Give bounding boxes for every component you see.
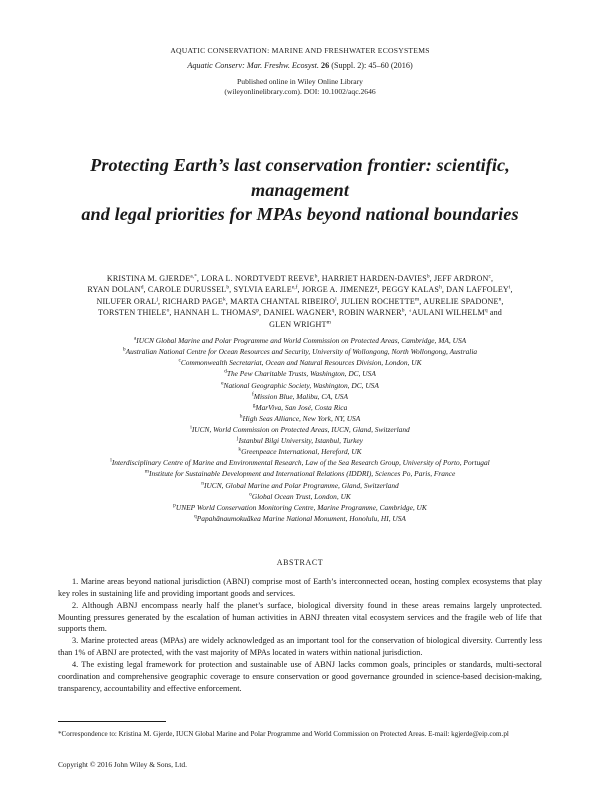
abstract-paragraph: 2. Although ABNJ encompass nearly half the planet’s surface, biological diversity found in these areas remains largely unprotected. Mounting pressures generated by the escalation of human activities in ABNJ threaten vital ecosystem services and the fragile web of life that supports them. (58, 600, 542, 634)
author-name: , LORA L. NORDTVEDT REEVE (196, 273, 315, 283)
author-line (58, 319, 542, 330)
title-block (58, 153, 542, 227)
author-name: , HANNAH L. THOMAS (169, 308, 257, 318)
affiliation-text: Papahānaumokuākea Marine National Monument, Honolulu, HI, USA (196, 513, 406, 523)
journal-name: AQUATIC CONSERVATION: MARINE AND FRESHWATER ECOSYSTEMS (170, 46, 430, 55)
affiliation-item (58, 368, 542, 379)
affiliation-marker: p (173, 502, 176, 509)
author-name: , ʻAULANI WILHELM (404, 308, 485, 318)
author-name: RYAN DOLAN (87, 285, 141, 295)
author-name: , (490, 273, 494, 283)
affiliation-item (58, 402, 542, 413)
correspondence-text: *Correspondence to: Kristina M. Gjerde, IUCN Global Marine and Polar Programme and World Commission on Protected Areas. E-mail: kgjerde@eip.com.pl (58, 729, 509, 738)
affiliation-text: Istanbul Bilgi University, Istanbul, Turkey (238, 436, 363, 446)
author-affiliation-marker: a,* (190, 273, 197, 280)
affiliation-marker: m (144, 468, 149, 475)
affiliation-text: National Geographic Society, Washington, DC, USA (223, 380, 379, 390)
affiliation-text: Interdisciplinary Centre of Marine and Environmental Research, Law of the Sea Research Group, University of Porto, Portugal (111, 458, 490, 468)
author-affiliation-marker: b (401, 307, 405, 314)
author-affiliation-marker: b (314, 273, 318, 280)
author-affiliation-marker: b (226, 284, 230, 291)
affiliation-text: IUCN Global Marine and Polar Programme and World Commission on Protected Areas, Cambridge, MA, USA (136, 336, 467, 346)
affiliation-item (58, 480, 542, 491)
author-affiliation-marker: e,f (291, 284, 298, 291)
author-affiliation-marker: d (140, 284, 144, 291)
author-affiliation-marker: p (256, 307, 259, 314)
affiliation-item (58, 457, 542, 468)
journal-citation-title: Aquatic Conserv: Mar. Freshw. Ecosyst. (187, 61, 319, 70)
affiliation-text: Mission Blue, Malibu, CA, USA (253, 391, 349, 401)
affiliation-item (58, 446, 542, 457)
author-affiliation-marker: m (414, 296, 420, 302)
author-line (58, 307, 542, 318)
author-name: GLEN WRIGHT (269, 319, 327, 329)
affiliation-text: IUCN, World Commission on Protected Areas, IUCN, Gland, Switzerland (191, 425, 410, 435)
author-affiliation-marker: l (335, 296, 337, 302)
author-affiliation-marker: k (223, 296, 226, 302)
author-name: , AURELIE SPADONE (419, 296, 499, 306)
affiliation-marker: a (133, 335, 137, 342)
affiliation-text: The Pew Charitable Trusts, Washington, DC, USA (226, 369, 376, 379)
affiliation-item (58, 346, 542, 357)
abstract-paragraph: 3. Marine protected areas (MPAs) are widely acknowledged as an important tool for the conservation of biological diversity. Currently less than 1% of ABNJ are protected, with the vast majority of MPAs located in waters within national jurisdiction. (58, 636, 542, 658)
affiliation-marker: n (201, 480, 204, 487)
abstract-heading: ABSTRACT (276, 558, 324, 567)
journal-volume: 26 (321, 61, 330, 70)
journal-header (58, 46, 542, 97)
author-affiliation-marker: m (326, 318, 331, 325)
author-name: KRISTINA M. GJERDE (106, 273, 191, 283)
affiliation-text: Commonwealth Secretariat, Ocean and Natural Resources Division, London, UK (180, 358, 422, 368)
affiliation-item (58, 335, 542, 346)
affiliation-item (58, 357, 542, 368)
author-name: , PEGGY KALAS (377, 285, 440, 295)
affiliation-text: High Seas Alliance, New York, NY, USA (242, 413, 361, 423)
affiliation-marker: f (251, 391, 254, 398)
affiliation-marker: l (110, 457, 112, 464)
correspondence-footnote (58, 721, 542, 739)
author-affiliation-marker: g (374, 284, 378, 291)
affiliation-marker: q (194, 513, 197, 520)
author-affiliation-marker: h (439, 284, 442, 291)
affiliation-text: IUCN, Global Marine and Polar Programme, Gland, Switzerland (203, 480, 399, 490)
journal-issue-pages: (Suppl. 2): 45–60 (2016) (331, 61, 413, 70)
author-name: , JORGE A. JIMENEZ (297, 285, 375, 295)
published-online-line1: Published online in Wiley Online Library (237, 77, 363, 86)
affiliation-text: Global Ocean Trust, London, UK (251, 491, 351, 501)
affiliation-text: Australian National Centre for Ocean Resources and Security, University of Wollongong, North Wollongong, Australia (125, 347, 478, 357)
affiliation-text: Greenpeace International, Hereford, UK (241, 447, 362, 457)
affiliation-marker: e (221, 380, 224, 387)
author-affiliation-marker: i (508, 284, 511, 291)
author-name: , (501, 296, 504, 306)
affiliation-list (58, 335, 542, 524)
author-name: , ROBIN WARNER (334, 308, 402, 318)
affiliation-item (58, 491, 542, 502)
author-affiliation-marker: q (484, 307, 488, 314)
author-name: NILUFER ORAL (96, 296, 157, 306)
affiliation-marker: h (239, 413, 243, 420)
author-name: and (487, 308, 502, 318)
author-line (58, 273, 542, 284)
author-name: , DANIEL WAGNER (258, 308, 332, 318)
published-online (58, 77, 542, 97)
affiliation-item (58, 468, 542, 479)
author-name: , JULIEN ROCHETTE (336, 296, 415, 306)
affiliation-item (58, 380, 542, 391)
abstract-body (58, 576, 542, 695)
author-line (58, 296, 542, 307)
abstract-paragraph: 4. The existing legal framework for protection and sustainable use of ABNJ lacks common goals, principles or standards, multi-sectoral coordination and comprehensive geographic coverage to ensure conservation or good governance grounded in science-based decision-making, transparency, accountability and effective enforcement. (58, 660, 542, 693)
author-affiliation-marker: b (426, 273, 430, 280)
footnote-divider (58, 721, 166, 722)
affiliation-marker: o (249, 491, 252, 498)
published-online-doi: (wileyonlinelibrary.com). DOI: 10.1002/aqc.2646 (224, 87, 376, 97)
author-name: , (510, 285, 513, 295)
page-title (58, 153, 542, 227)
author-name: , JEFF ARDRON (429, 273, 489, 283)
author-name: , CAROLE DURUSSEL (143, 285, 227, 295)
author-affiliation-marker: o (166, 307, 170, 314)
affiliation-marker: g (252, 402, 256, 409)
affiliation-marker: b (122, 346, 126, 353)
affiliation-marker: k (238, 446, 242, 453)
author-affiliation-marker: c (488, 273, 491, 280)
author-affiliation-marker: j (156, 296, 159, 302)
affiliation-item (58, 513, 542, 524)
journal-citation (58, 61, 542, 70)
affiliation-marker: c (178, 357, 181, 364)
author-name: , HARRIET HARDEN-DAVIES (317, 273, 427, 283)
author-list (58, 273, 542, 330)
affiliation-item (58, 502, 542, 513)
paper-title-line1: Protecting Earth’s last conservation frontier: scientific, management (90, 155, 510, 200)
affiliation-marker: j (237, 435, 239, 442)
affiliation-item (58, 413, 542, 424)
affiliation-text: UNEP World Conservation Monitoring Centre, Marine Programme, Cambridge, UK (175, 502, 427, 512)
affiliation-item (58, 391, 542, 402)
affiliation-text: Institute for Sustainable Development and International Relations (IDDRI), Sciences Po, Paris, France (149, 469, 456, 479)
affiliation-marker: d (224, 369, 227, 375)
paper-title-line2: and legal priorities for MPAs beyond national boundaries (81, 204, 519, 225)
author-name: TORSTEN THIELE (98, 308, 167, 318)
affiliation-marker: i (190, 424, 192, 431)
author-affiliation-marker: n (498, 296, 502, 302)
author-name: , MARTA CHANTAL RIBEIRO (225, 296, 336, 306)
author-line (58, 284, 542, 295)
author-name: , DAN LAFFOLEY (441, 285, 509, 295)
affiliation-item (58, 435, 542, 446)
author-name: , SYLVIA EARLE (229, 285, 292, 295)
copyright-notice: Copyright © 2016 John Wiley & Sons, Ltd. (58, 760, 187, 769)
affiliation-text: MarViva, San José, Costa Rica (255, 402, 348, 412)
author-affiliation-marker: q (331, 307, 335, 314)
author-name: , RICHARD PAGE (158, 296, 224, 306)
affiliation-item (58, 424, 542, 435)
abstract-paragraph: 1. Marine areas beyond national jurisdiction (ABNJ) comprise most of Earth’s interconnected ocean, hosting complex ecosystems that play key roles in sustaining life and providing important goods and services. (58, 577, 542, 598)
